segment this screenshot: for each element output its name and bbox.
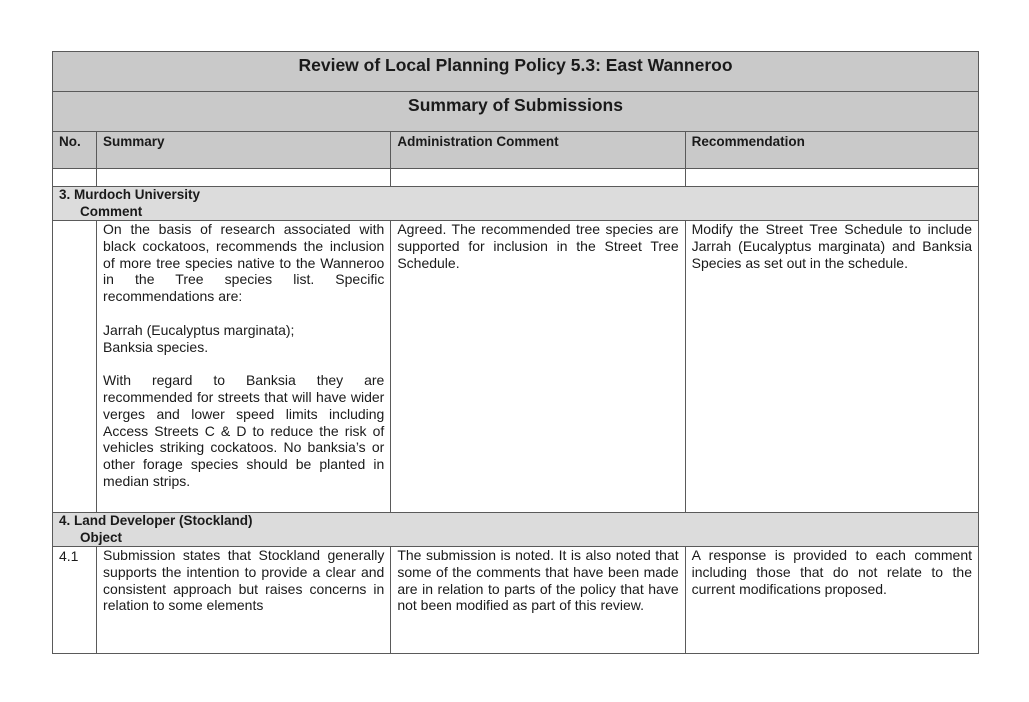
group-heading	[53, 513, 979, 547]
summary-cell	[97, 221, 391, 513]
column-header-admin-comment: Administration Comment	[391, 132, 685, 169]
row-number	[53, 221, 97, 513]
recommendation-cell: Modify the Street Tree Schedule to include Jarrah (Eucalyptus marginata) and Banksia Species as set out in the schedule.	[685, 221, 978, 513]
column-header-no: No.	[53, 132, 97, 169]
column-header-recommendation: Recommendation	[685, 132, 978, 169]
group-name: 4. Land Developer (Stockland)	[59, 513, 253, 528]
group-heading-row	[53, 187, 979, 221]
group-type: Object	[80, 529, 123, 545]
table-row	[53, 221, 979, 513]
empty-cell	[97, 169, 391, 187]
document-title: Review of Local Planning Policy 5.3: East Wanneroo	[53, 52, 979, 92]
summary-paragraph: Jarrah (Eucalyptus marginata); Banksia species.	[103, 321, 295, 355]
table-header-row	[53, 132, 979, 169]
table-row	[53, 547, 979, 654]
summary-paragraph: With regard to Banksia they are recommended for streets that will have wider verges and lower speed limits including Access Streets C & D to reduce the risk of vehicles striking cockatoos. No banksia’s or other forage species should be planted in median strips.	[103, 372, 385, 489]
admin-comment-cell: Agreed. The recommended tree species are supported for inclusion in the Street Tree Schedule.	[391, 221, 685, 513]
group-name: 3. Murdoch University	[59, 187, 201, 202]
recommendation-cell: A response is provided to each comment including those that do not relate to the current modifications proposed.	[685, 547, 978, 654]
group-heading	[53, 187, 979, 221]
admin-comment-cell: The submission is noted. It is also noted that some of the comments that have been made are in relation to parts of the policy that have not been modified as part of this review.	[391, 547, 685, 654]
empty-cell	[685, 169, 978, 187]
summary-cell	[97, 547, 391, 654]
submissions-table	[52, 51, 979, 654]
document-subtitle: Summary of Submissions	[53, 92, 979, 132]
group-heading-row	[53, 513, 979, 547]
empty-cell	[391, 169, 685, 187]
column-header-summary: Summary	[97, 132, 391, 169]
summary-paragraph: On the basis of research associated with black cockatoos, recommends the inclusion of more tree species native to the Wanneroo in the Tree species list. Specific recommendations are:	[103, 221, 385, 305]
group-type: Comment	[80, 203, 143, 219]
empty-cell	[53, 169, 97, 187]
empty-row	[53, 169, 979, 187]
row-number: 4.1	[53, 547, 97, 654]
summary-paragraph: Submission states that Stockland generally supports the intention to provide a clear and consistent approach but raises concerns in relation to some elements	[103, 547, 385, 614]
